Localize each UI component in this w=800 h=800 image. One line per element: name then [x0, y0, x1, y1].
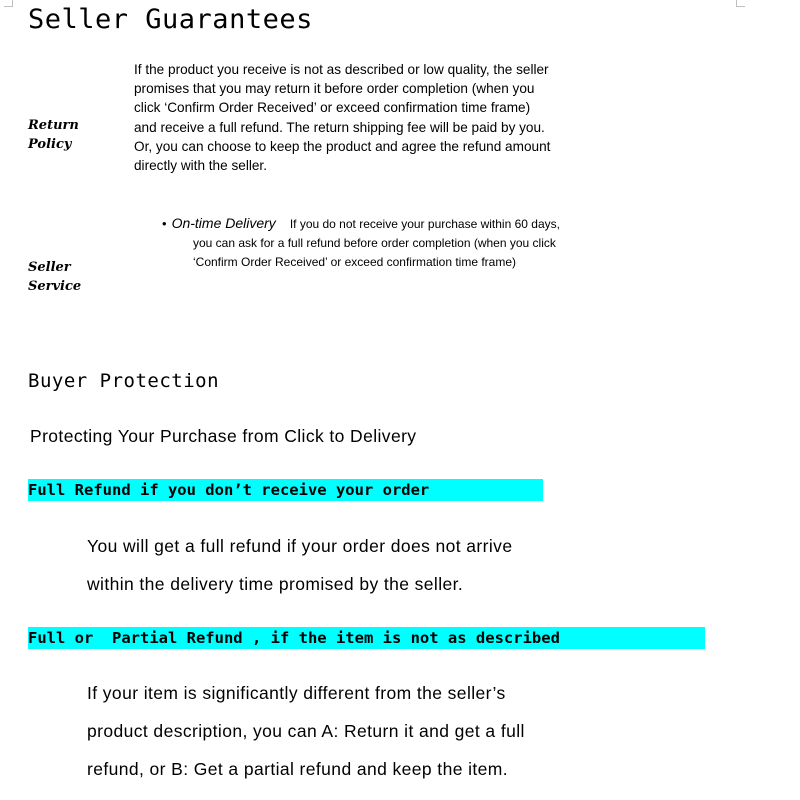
page-corner-mark-right: [736, 0, 745, 7]
seller-service-label: [28, 258, 81, 296]
paragraph-line: You will get a full refund if your order does not arrive: [87, 536, 513, 556]
page-corner-mark-left: [4, 0, 13, 7]
paragraph-line: If your item is significantly different from the seller’s: [87, 683, 506, 703]
return-policy-text: [134, 60, 550, 175]
partial-refund-paragraph: [87, 674, 525, 788]
return-policy-label: [28, 116, 79, 154]
page-title: Seller Guarantees: [28, 4, 313, 35]
return-policy-label-line: Return: [28, 118, 79, 133]
seller-service-label-line: Seller: [28, 260, 71, 275]
buyer-protection-title: Buyer Protection: [28, 370, 220, 392]
seller-service-line: If you do not receive your purchase within 60 days,: [289, 217, 560, 231]
return-policy-line: and receive a full refund. The return shipping fee will be paid by you.: [134, 119, 545, 135]
full-refund-heading: Full Refund if you don’t receive your order: [28, 479, 543, 501]
return-policy-line: directly with the seller.: [134, 158, 267, 174]
return-policy-line: If the product you receive is not as described or low quality, the seller: [134, 62, 549, 77]
buyer-protection-subtitle: Protecting Your Purchase from Click to Delivery: [30, 426, 417, 446]
paragraph-line: refund, or B: Get a partial refund and keep the item.: [87, 759, 509, 779]
bullet-icon: •: [162, 216, 167, 231]
partial-refund-heading: Full or Partial Refund , if the item is not as described: [28, 627, 705, 649]
on-time-delivery-item: [162, 214, 560, 234]
paragraph-line: within the delivery time promised by the seller.: [87, 574, 464, 594]
return-policy-line: Or, you can choose to keep the product and agree the refund amount: [134, 138, 551, 154]
return-policy-line: click ‘Confirm Order Received’ or exceed confirmation time frame): [134, 100, 531, 116]
seller-service-label-line: Service: [28, 279, 82, 294]
paragraph-line: product description, you can A: Return it and get a full: [87, 721, 525, 741]
on-time-delivery-title: On-time Delivery: [171, 215, 276, 231]
full-refund-paragraph: [87, 527, 512, 603]
seller-service-text: [162, 214, 560, 272]
seller-service-line: ‘Confirm Order Received’ or exceed confirmation time frame): [193, 255, 516, 269]
seller-service-line: you can ask for a full refund before order completion (when you click: [193, 236, 556, 250]
return-policy-line: promises that you may return it before order completion (when you: [134, 81, 535, 97]
return-policy-label-line: Policy: [28, 137, 72, 152]
